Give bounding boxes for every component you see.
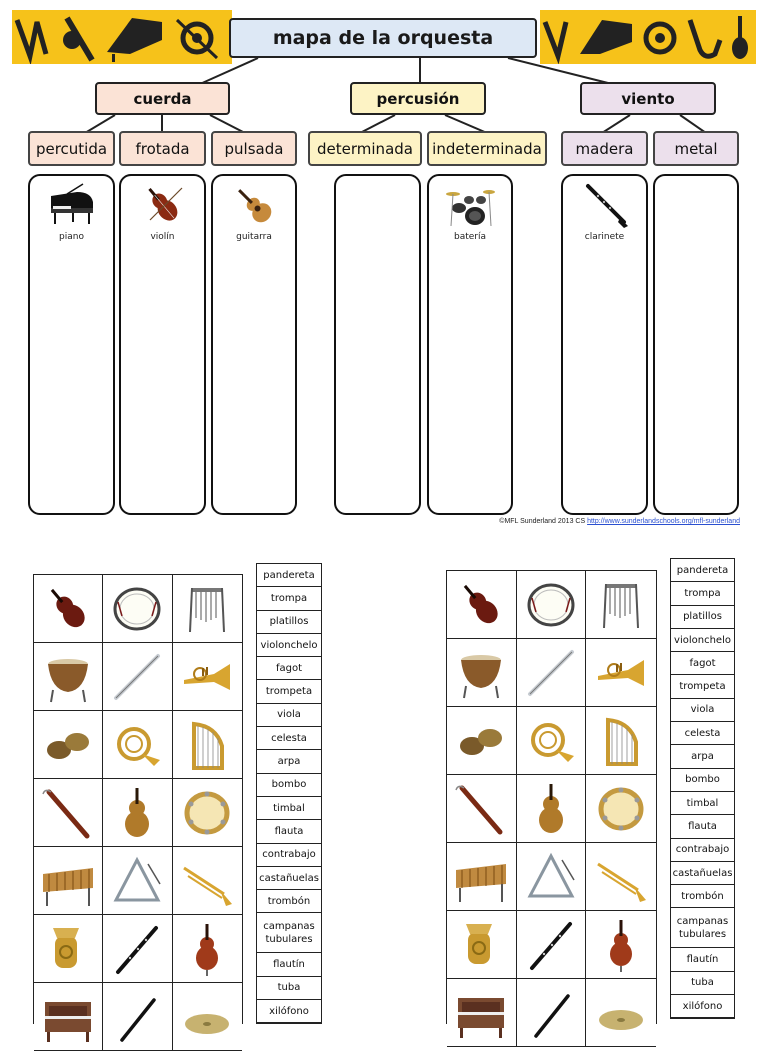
- image-grid-cell[interactable]: [447, 979, 517, 1047]
- oboe-icon: [522, 918, 580, 972]
- tubular-bells-icon: [592, 578, 650, 632]
- subcategory-indeterminada: [427, 131, 547, 166]
- image-grid-cell[interactable]: [34, 915, 103, 983]
- page-title: mapa de la orquesta: [229, 18, 537, 58]
- image-grid-cell[interactable]: [173, 915, 242, 983]
- image-grid-left: [33, 574, 243, 1024]
- instrument-label: piano: [59, 232, 84, 242]
- instrument-label: guitarra: [236, 232, 272, 242]
- image-grid-cell[interactable]: [586, 843, 656, 911]
- word-list-item[interactable]: viola: [257, 704, 321, 727]
- instrument-example: [563, 182, 646, 242]
- image-grid-cell[interactable]: [586, 911, 656, 979]
- tuba-icon: [39, 922, 97, 976]
- cymbals-icon: [178, 990, 236, 1044]
- word-list-item[interactable]: flauta: [257, 820, 321, 843]
- column-frotada[interactable]: [119, 174, 206, 515]
- column-metal[interactable]: [653, 174, 739, 515]
- guitar-icon: [229, 182, 279, 228]
- word-list-item[interactable]: celesta: [257, 727, 321, 750]
- credit-text: ©MFL Sunderland 2013 CS: [499, 518, 588, 525]
- subcategory-percutida: [28, 131, 115, 166]
- word-list-item[interactable]: trompa: [671, 582, 734, 605]
- instrument-banner-left: [12, 10, 232, 64]
- word-list-item[interactable]: flautín: [257, 953, 321, 976]
- instrument-label: clarinete: [584, 232, 625, 242]
- column-indeterminada[interactable]: [427, 174, 513, 515]
- word-list-item[interactable]: celesta: [671, 722, 734, 745]
- image-grid-right: [446, 570, 657, 1024]
- word-list-item[interactable]: fagot: [671, 652, 734, 675]
- word-list-item[interactable]: bombo: [671, 769, 734, 792]
- word-list-item[interactable]: violonchelo: [671, 629, 734, 652]
- subcategory-label: percutida: [35, 139, 108, 158]
- category-label: percusión: [376, 89, 460, 108]
- image-grid-cell[interactable]: [447, 571, 517, 639]
- image-grid-cell[interactable]: [103, 575, 172, 643]
- image-grid-cell[interactable]: [586, 775, 656, 843]
- cello-icon: [592, 918, 650, 972]
- word-list-item[interactable]: arpa: [257, 750, 321, 773]
- subcategory-pulsada: [211, 131, 297, 166]
- word-list-item[interactable]: fagot: [257, 657, 321, 680]
- word-list-item[interactable]: trombón: [257, 890, 321, 913]
- category-cuerda: [95, 82, 230, 115]
- instrument-example: [213, 182, 295, 242]
- instrument-banner-right: [540, 10, 756, 64]
- image-grid-cell[interactable]: [173, 847, 242, 915]
- image-grid-cell[interactable]: [173, 643, 242, 711]
- subcategory-label: pulsada: [224, 139, 284, 158]
- cymbals-icon: [592, 986, 650, 1040]
- tuba-icon: [452, 918, 510, 972]
- image-grid-cell[interactable]: [517, 775, 587, 843]
- piano-icon: [47, 182, 97, 228]
- subcategory-frotada: [119, 131, 206, 166]
- violin-icon: [138, 182, 188, 228]
- castanets-icon: [452, 714, 510, 768]
- word-list-item[interactable]: campanas tubulares: [257, 913, 321, 953]
- celesta-icon: [452, 986, 510, 1040]
- category-label: viento: [621, 89, 675, 108]
- image-grid-cell[interactable]: [34, 847, 103, 915]
- word-list-left: [256, 563, 322, 1024]
- word-list-item[interactable]: trompeta: [671, 675, 734, 698]
- timpani-icon: [452, 646, 510, 700]
- word-list-item[interactable]: xilófono: [257, 1000, 321, 1023]
- word-list-item[interactable]: viola: [671, 699, 734, 722]
- xylophone-icon: [452, 850, 510, 904]
- trombone-icon: [178, 854, 236, 908]
- word-list-item[interactable]: trompeta: [257, 680, 321, 703]
- subcategory-label: metal: [674, 139, 718, 158]
- bassoon-icon: [39, 786, 97, 840]
- subcategory-determinada: [308, 131, 422, 166]
- image-grid-cell[interactable]: [517, 639, 587, 707]
- word-list-item[interactable]: contrabajo: [671, 839, 734, 862]
- clarinet-icon: [580, 182, 630, 228]
- triangle-icon: [522, 850, 580, 904]
- oboe-icon: [108, 922, 166, 976]
- image-grid-cell[interactable]: [173, 983, 242, 1051]
- column-percutida[interactable]: [28, 174, 115, 515]
- instrument-example: [121, 182, 204, 242]
- copyright-credit: [380, 518, 740, 525]
- column-madera[interactable]: [561, 174, 648, 515]
- bass-drum-icon: [108, 582, 166, 636]
- image-grid-cell[interactable]: [517, 843, 587, 911]
- xylophone-icon: [39, 854, 97, 908]
- image-grid-cell[interactable]: [34, 711, 103, 779]
- word-list-item[interactable]: contrabajo: [257, 844, 321, 867]
- instrument-label: violín: [150, 232, 175, 242]
- word-list-item[interactable]: arpa: [671, 745, 734, 768]
- category-label: cuerda: [133, 89, 192, 108]
- column-determinada[interactable]: [334, 174, 421, 515]
- triangle-icon: [108, 854, 166, 908]
- image-grid-cell[interactable]: [173, 711, 242, 779]
- french-horn-icon: [108, 718, 166, 772]
- trumpet-icon: [178, 650, 236, 704]
- credit-link[interactable]: http://www.sunderlandschools.org/mfl-sunderland: [587, 518, 740, 525]
- image-grid-cell[interactable]: [517, 979, 587, 1047]
- image-grid-cell[interactable]: [34, 643, 103, 711]
- image-grid-cell[interactable]: [103, 779, 172, 847]
- image-grid-cell[interactable]: [517, 571, 587, 639]
- subcategory-label: madera: [575, 139, 634, 158]
- category-percusion: [350, 82, 486, 115]
- piccolo-icon: [522, 986, 580, 1040]
- word-list-item[interactable]: tuba: [671, 972, 734, 995]
- subcategory-label: frotada: [135, 139, 190, 158]
- viola-icon: [452, 578, 510, 632]
- instrument-example: [30, 182, 113, 242]
- word-list-item[interactable]: timbal: [257, 797, 321, 820]
- image-grid-cell[interactable]: [173, 575, 242, 643]
- word-list-item[interactable]: campanas tubulares: [671, 908, 734, 948]
- instrument-label: batería: [453, 232, 486, 242]
- word-list-right: [670, 558, 735, 1019]
- word-list-item[interactable]: violonchelo: [257, 634, 321, 657]
- word-list-item[interactable]: castañuelas: [671, 862, 734, 885]
- trumpet-icon: [592, 646, 650, 700]
- image-grid-cell[interactable]: [34, 779, 103, 847]
- image-grid-cell[interactable]: [517, 911, 587, 979]
- word-list-item[interactable]: bombo: [257, 774, 321, 797]
- bassoon-icon: [452, 782, 510, 836]
- piccolo-icon: [108, 990, 166, 1044]
- subcategory-label: indeterminada: [432, 139, 542, 158]
- celesta-icon: [39, 990, 97, 1044]
- image-grid-cell[interactable]: [586, 707, 656, 775]
- cello-icon: [178, 922, 236, 976]
- castanets-icon: [39, 718, 97, 772]
- trombone-icon: [592, 850, 650, 904]
- image-grid-cell[interactable]: [447, 639, 517, 707]
- word-list-item[interactable]: platillos: [257, 611, 321, 634]
- flute-icon: [522, 646, 580, 700]
- word-list-item[interactable]: xilófono: [671, 995, 734, 1018]
- french-horn-icon: [522, 714, 580, 768]
- word-list-item[interactable]: timbal: [671, 792, 734, 815]
- image-grid-cell[interactable]: [586, 571, 656, 639]
- word-list-item[interactable]: platillos: [671, 606, 734, 629]
- image-grid-cell[interactable]: [447, 911, 517, 979]
- image-grid-cell[interactable]: [447, 775, 517, 843]
- word-list-item[interactable]: trombón: [671, 885, 734, 908]
- image-grid-cell[interactable]: [173, 779, 242, 847]
- instrument-example: [429, 182, 511, 242]
- word-list-item[interactable]: pandereta: [257, 564, 321, 587]
- subcategory-metal: [653, 131, 739, 166]
- image-grid-cell[interactable]: [34, 983, 103, 1051]
- word-list-item[interactable]: castañuelas: [257, 867, 321, 890]
- subcategory-madera: [561, 131, 648, 166]
- image-grid-cell[interactable]: [586, 639, 656, 707]
- image-grid-cell[interactable]: [103, 643, 172, 711]
- word-list-item[interactable]: flauta: [671, 815, 734, 838]
- bass-drum-icon: [522, 578, 580, 632]
- image-grid-cell[interactable]: [34, 575, 103, 643]
- image-grid-cell[interactable]: [517, 707, 587, 775]
- double-bass-icon: [522, 782, 580, 836]
- tambourine-icon: [178, 786, 236, 840]
- tambourine-icon: [592, 782, 650, 836]
- image-grid-cell[interactable]: [103, 847, 172, 915]
- double-bass-icon: [108, 786, 166, 840]
- image-grid-cell[interactable]: [447, 843, 517, 911]
- category-viento: [580, 82, 716, 115]
- word-list-item[interactable]: trompa: [257, 587, 321, 610]
- word-list-item[interactable]: flautín: [671, 948, 734, 971]
- image-grid-cell[interactable]: [103, 915, 172, 983]
- harp-icon: [178, 718, 236, 772]
- drum-kit-icon: [445, 182, 495, 228]
- image-grid-cell[interactable]: [586, 979, 656, 1047]
- word-list-item[interactable]: tuba: [257, 977, 321, 1000]
- tubular-bells-icon: [178, 582, 236, 636]
- column-pulsada[interactable]: [211, 174, 297, 515]
- viola-icon: [39, 582, 97, 636]
- flute-icon: [108, 650, 166, 704]
- timpani-icon: [39, 650, 97, 704]
- image-grid-cell[interactable]: [447, 707, 517, 775]
- image-grid-cell[interactable]: [103, 711, 172, 779]
- subcategory-label: determinada: [317, 139, 413, 158]
- word-list-item[interactable]: pandereta: [671, 559, 734, 582]
- image-grid-cell[interactable]: [103, 983, 172, 1051]
- harp-icon: [592, 714, 650, 768]
